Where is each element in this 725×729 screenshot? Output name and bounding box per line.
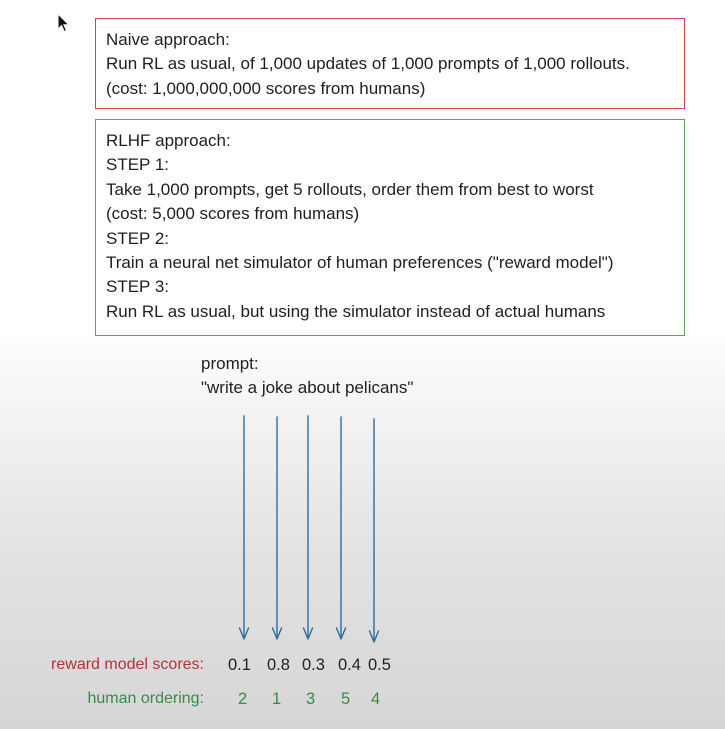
naive-cost: (cost: 1,000,000,000 scores from humans) <box>106 78 426 98</box>
rollout-arrow-3 <box>304 416 313 639</box>
human-rank-3: 3 <box>306 690 316 708</box>
prompt-label: prompt: <box>201 354 259 373</box>
rollout-arrow-4 <box>337 417 346 639</box>
reward-score-4: 0.4 <box>338 656 361 674</box>
step-1-heading: STEP 1: <box>106 155 169 175</box>
rlhf-title: RLHF approach: <box>106 131 231 150</box>
step-1-cost: (cost: 5,000 scores from humans) <box>106 204 360 224</box>
prompt-text: "write a joke about pelicans" <box>201 378 414 398</box>
rollout-arrow-1 <box>240 416 249 639</box>
human-rank-1: 2 <box>238 690 248 708</box>
human-ordering-label: human ordering: <box>87 690 204 707</box>
rollout-arrow-2 <box>273 417 282 639</box>
reward-score-2: 0.8 <box>267 656 290 674</box>
reward-score-5: 0.5 <box>368 656 391 674</box>
step-3-heading: STEP 3: <box>106 277 169 297</box>
reward-model-scores-label: reward model scores: <box>51 656 204 673</box>
step-1-description: Take 1,000 prompts, get 5 rollouts, order them from best to worst <box>106 179 594 199</box>
human-rank-5: 4 <box>371 690 381 708</box>
naive-title: Naive approach: <box>106 30 230 49</box>
step-3-description: Run RL as usual, but using the simulator instead of actual humans <box>106 301 606 321</box>
step-2-heading: STEP 2: <box>106 228 169 248</box>
human-rank-2: 1 <box>272 690 282 708</box>
naive-description: Run RL as usual, of 1,000 updates of 1,000 prompts of 1,000 rollouts. <box>106 54 630 74</box>
step-2-description: Train a neural net simulator of human preferences ("reward model") <box>106 253 614 273</box>
reward-score-3: 0.3 <box>302 656 325 674</box>
rollout-arrow-5 <box>370 419 379 642</box>
reward-score-1: 0.1 <box>228 656 251 674</box>
human-rank-4: 5 <box>341 690 351 708</box>
